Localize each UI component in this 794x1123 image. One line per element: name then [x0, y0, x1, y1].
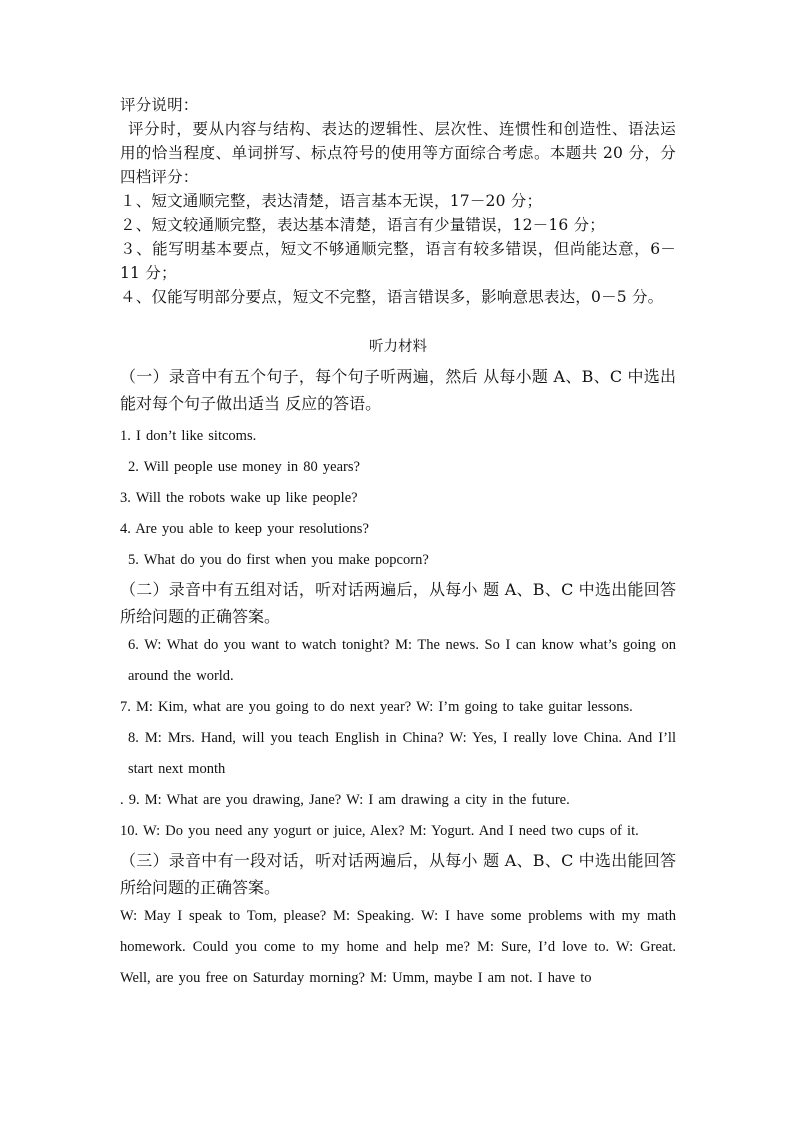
part2-item-8: 8. M: Mrs. Hand, will you teach English in China? W: Yes, I really love China. And I’ll start next month [128, 730, 676, 777]
scoring-title: 评分说明： [120, 96, 199, 114]
part2-item-9: . 9. M: What are you drawing, Jane? W: I am drawing a city in the future. [120, 792, 570, 808]
scoring-level-3: ３、能写明基本要点，短文不够通顺完整，语言有较多错误，但尚能达意，6－11 分； [120, 240, 676, 282]
part2-item-7: 7. M: Kim, what are you going to do next year? W: I’m going to take guitar lessons. [120, 699, 633, 715]
part1-item-5: 5. What do you do first when you make popcorn? [128, 552, 429, 568]
scoring-level-4: ４、仅能写明部分要点，短文不完整，语言错误多，影响意思表达，0－5 分。 [120, 288, 664, 306]
part3-instruction: （三）录音中有一段对话，听对话两遍后，从每小 题 A、B、C 中选出能回答所给问题的正确答案。 [120, 851, 676, 897]
part3-dialogue: W: May I speak to Tom, please? M: Speaking. W: I have some problems with my math homework. Could you come to my home and help me? M: Sure, I’d love to. W: Great. Well, are you free on Saturday morning? M: Umm, maybe I am not. I have to [120, 908, 676, 986]
part1-item-1: 1. I don’t like sitcoms. [120, 428, 257, 444]
part2-item-6: 6. W: What do you want to watch tonight? M: The news. So I can know what’s going on around the world. [128, 637, 676, 684]
part1-item-3: 3. Will the robots wake up like people? [120, 490, 358, 506]
listening-heading: 听力材料 [369, 339, 427, 355]
part2-instruction: （二）录音中有五组对话，听对话两遍后，从每小 题 A、B、C 中选出能回答所给问题的正确答案。 [120, 580, 676, 626]
part1-item-4: 4. Are you able to keep your resolutions? [120, 521, 369, 537]
part1-item-2: 2. Will people use money in 80 years? [128, 459, 360, 475]
scoring-level-1: １、短文通顺完整，表达清楚，语言基本无误，17－20 分； [120, 192, 543, 210]
scoring-intro: 评分时，要从内容与结构、表达的逻辑性、层次性、连惯性和创造性、语法运用的恰当程度、单词拼写、标点符号的使用等方面综合考虑。本题共 20 分，分四档评分： [120, 120, 676, 186]
part1-instruction: （一）录音中有五个句子，每个句子听两遍，然后 从每小题 A、B、C 中选出能对每个句子做出适当 反应的答语。 [120, 367, 676, 413]
scoring-level-2: ２、短文较通顺完整，表达基本清楚，语言有少量错误，12－16 分； [120, 216, 605, 234]
document-page [120, 93, 676, 994]
part2-item-10: 10. W: Do you need any yogurt or juice, Alex? M: Yogurt. And I need two cups of it. [120, 823, 639, 839]
